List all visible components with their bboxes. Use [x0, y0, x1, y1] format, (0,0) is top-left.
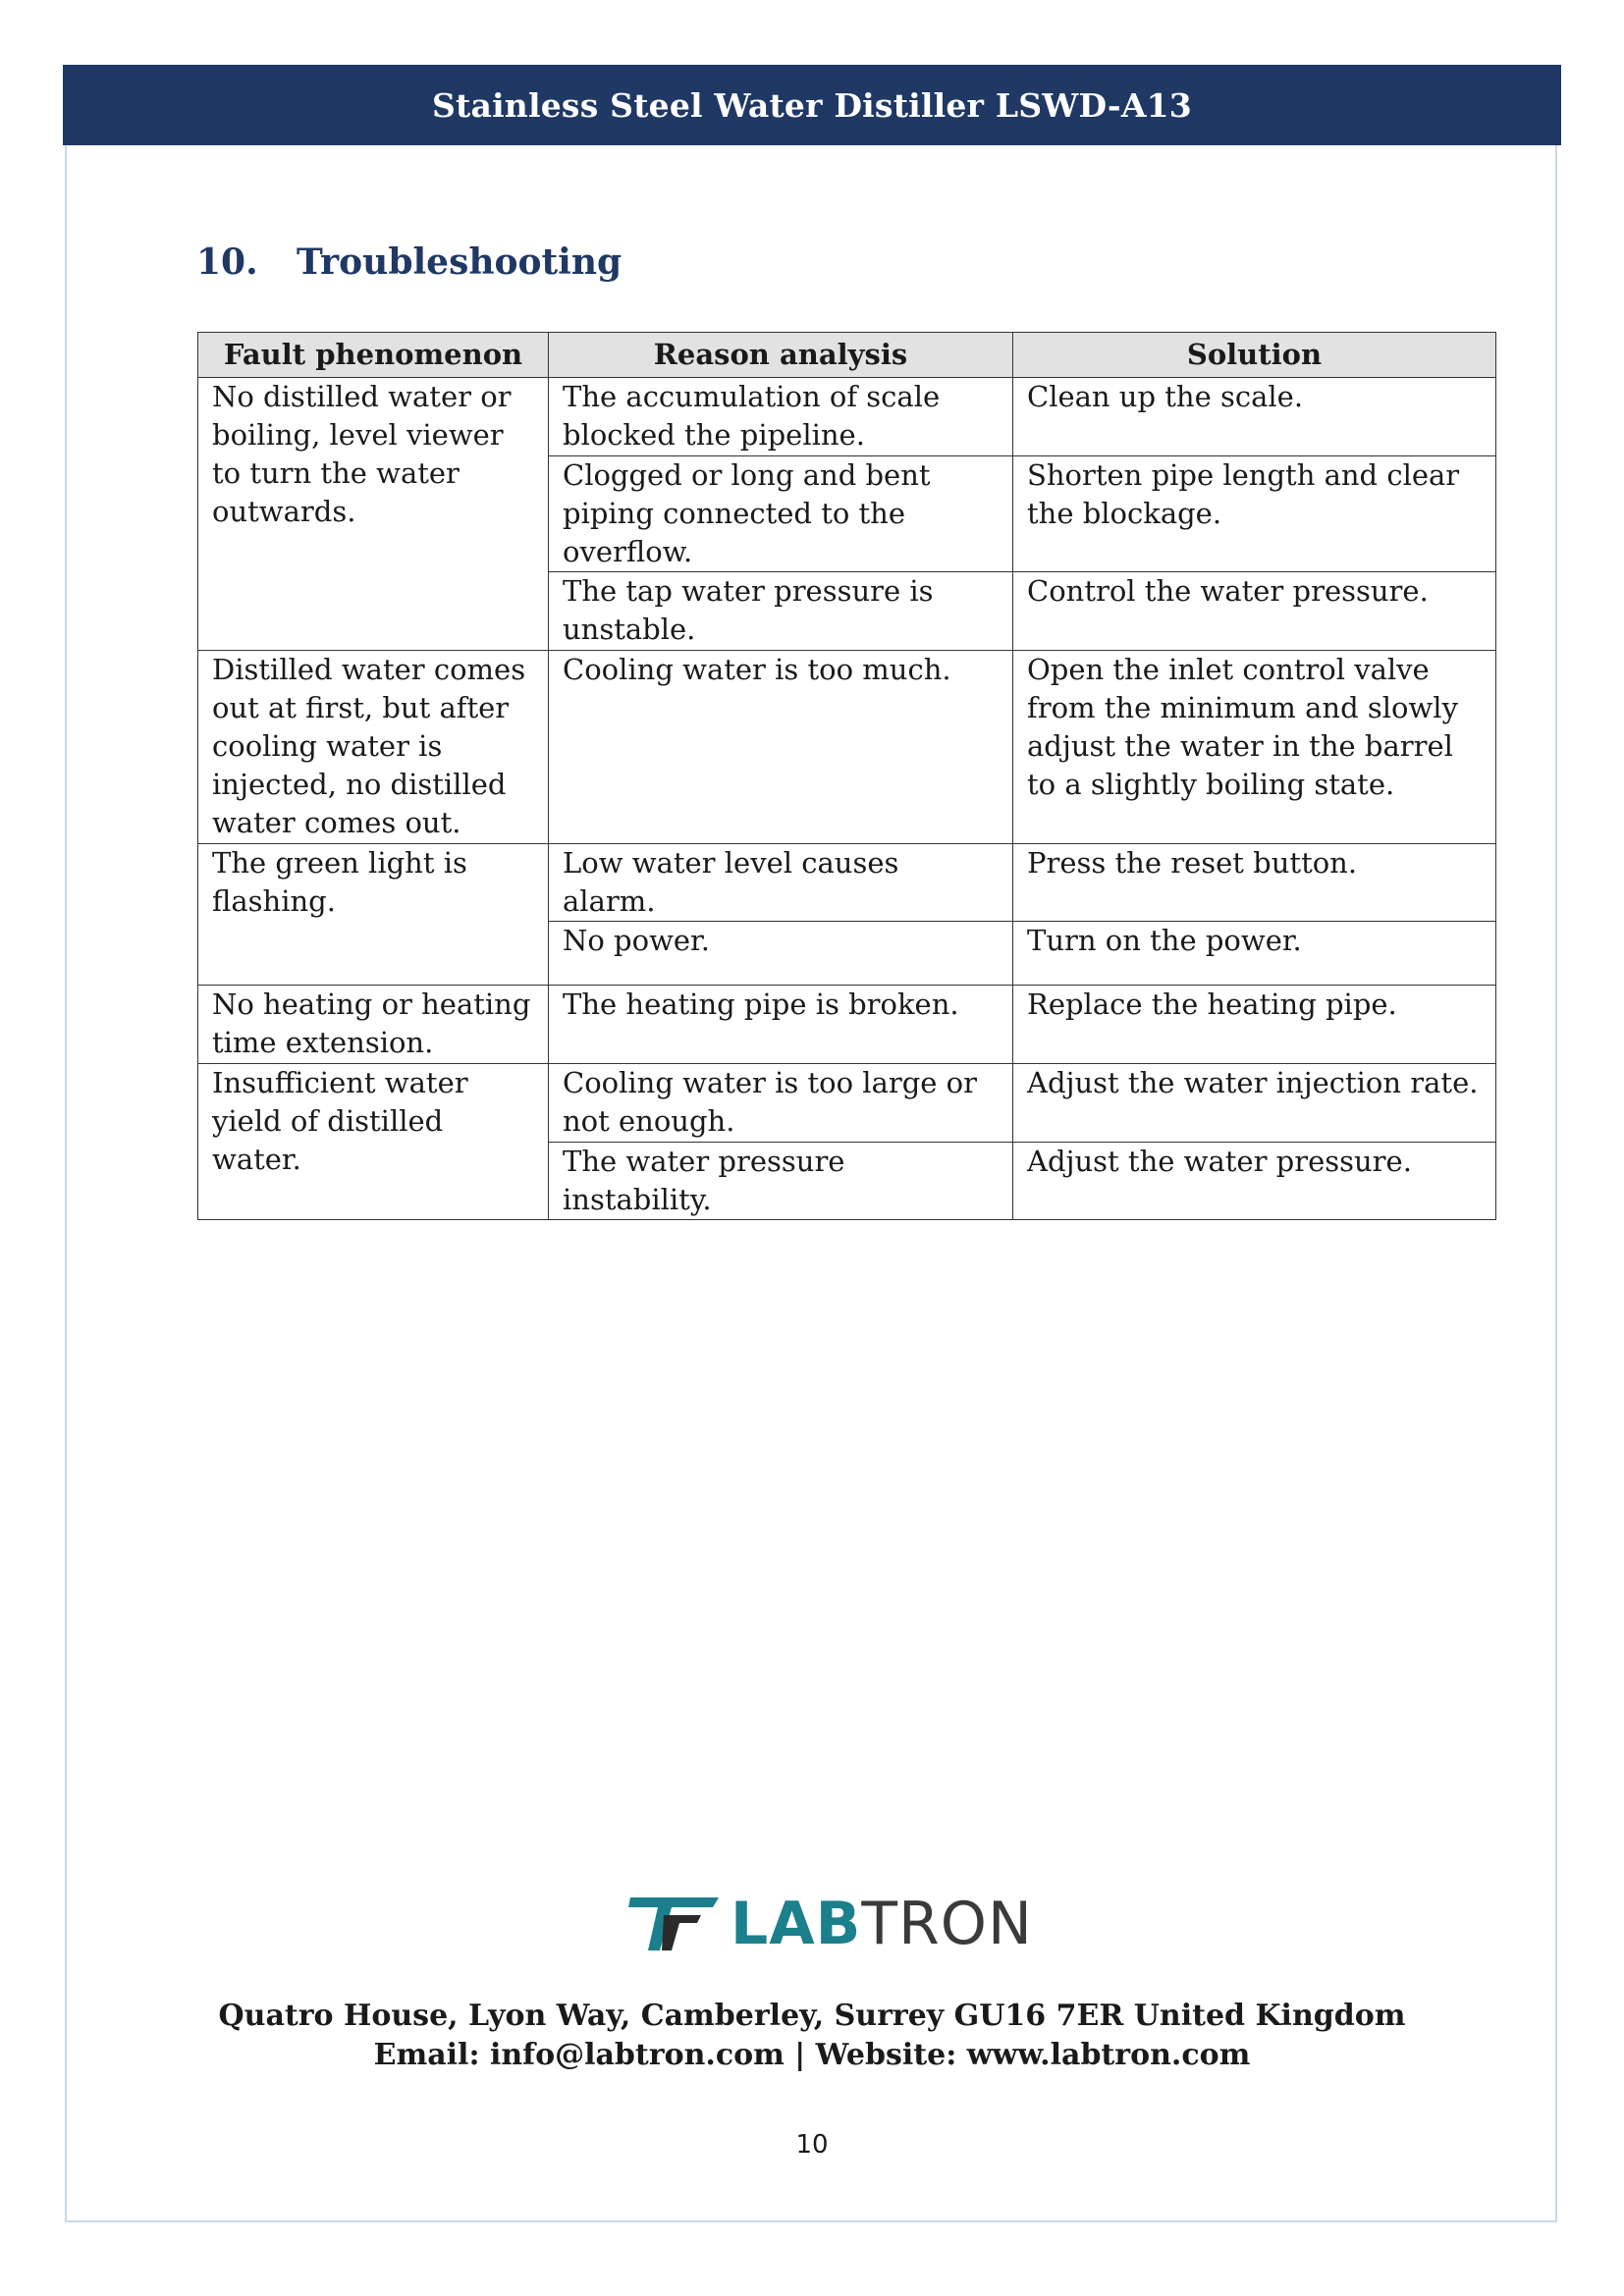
solution-cell: Replace the heating pipe.	[1013, 986, 1496, 1064]
labtron-logo	[624, 1885, 1033, 1963]
fault-cell: Insufficient water yield of distilled water.	[198, 1064, 549, 1220]
table-row	[198, 1064, 1496, 1143]
solution-cell: Open the inlet control valve from the minimum and slowly adjust the water in the barrel to a slightly boiling state.	[1013, 651, 1496, 844]
reason-cell: The heating pipe is broken.	[549, 986, 1013, 1064]
labtron-logo-icon	[624, 1890, 723, 1958]
fault-cell: The green light is flashing.	[198, 844, 549, 986]
column-header-reason: Reason analysis	[549, 333, 1013, 378]
document-title: Stainless Steel Water Distiller LSWD-A13	[432, 85, 1192, 125]
table-row	[198, 844, 1496, 922]
reason-cell: No power.	[549, 922, 1013, 986]
troubleshooting-table	[197, 332, 1496, 1220]
logo-wordmark: LABTRON	[731, 1890, 1033, 1958]
section-title: Troubleshooting	[297, 241, 623, 283]
solution-cell: Control the water pressure.	[1013, 572, 1496, 651]
footer-address: Quatro House, Lyon Way, Camberley, Surrey GU16 7ER United Kingdom	[218, 1999, 1406, 2033]
solution-cell: Press the reset button.	[1013, 844, 1496, 922]
solution-cell: Adjust the water injection rate.	[1013, 1064, 1496, 1143]
table-row	[198, 986, 1496, 1064]
solution-cell: Clean up the scale.	[1013, 378, 1496, 456]
footer-contact: Email: info@labtron.com | Website: www.labtron.com	[373, 2038, 1251, 2072]
table-row	[198, 651, 1496, 844]
section-heading	[196, 241, 622, 283]
solution-cell: Turn on the power.	[1013, 922, 1496, 986]
reason-cell: Cooling water is too large or not enough.	[549, 1064, 1013, 1143]
document-header	[63, 65, 1561, 145]
reason-cell: The water pressure instability.	[549, 1143, 1013, 1220]
solution-cell: Adjust the water pressure.	[1013, 1143, 1496, 1220]
reason-cell: Low water level causes alarm.	[549, 844, 1013, 922]
page-number: 10	[795, 2130, 829, 2160]
table-header-row	[198, 333, 1496, 378]
table-row	[198, 378, 1496, 456]
reason-cell: The tap water pressure is unstable.	[549, 572, 1013, 651]
solution-cell: Shorten pipe length and clear the blockage.	[1013, 456, 1496, 572]
column-header-fault: Fault phenomenon	[198, 333, 549, 378]
reason-cell: The accumulation of scale blocked the pipeline.	[549, 378, 1013, 456]
fault-cell: No heating or heating time extension.	[198, 986, 549, 1064]
reason-cell: Clogged or long and bent piping connected to the overflow.	[549, 456, 1013, 572]
reason-cell: Cooling water is too much.	[549, 651, 1013, 844]
fault-cell: No distilled water or boiling, level viewer to turn the water outwards.	[198, 378, 549, 651]
column-header-solution: Solution	[1013, 333, 1496, 378]
section-number: 10.	[196, 241, 258, 283]
fault-cell: Distilled water comes out at first, but after cooling water is injected, no distilled water comes out.	[198, 651, 549, 844]
